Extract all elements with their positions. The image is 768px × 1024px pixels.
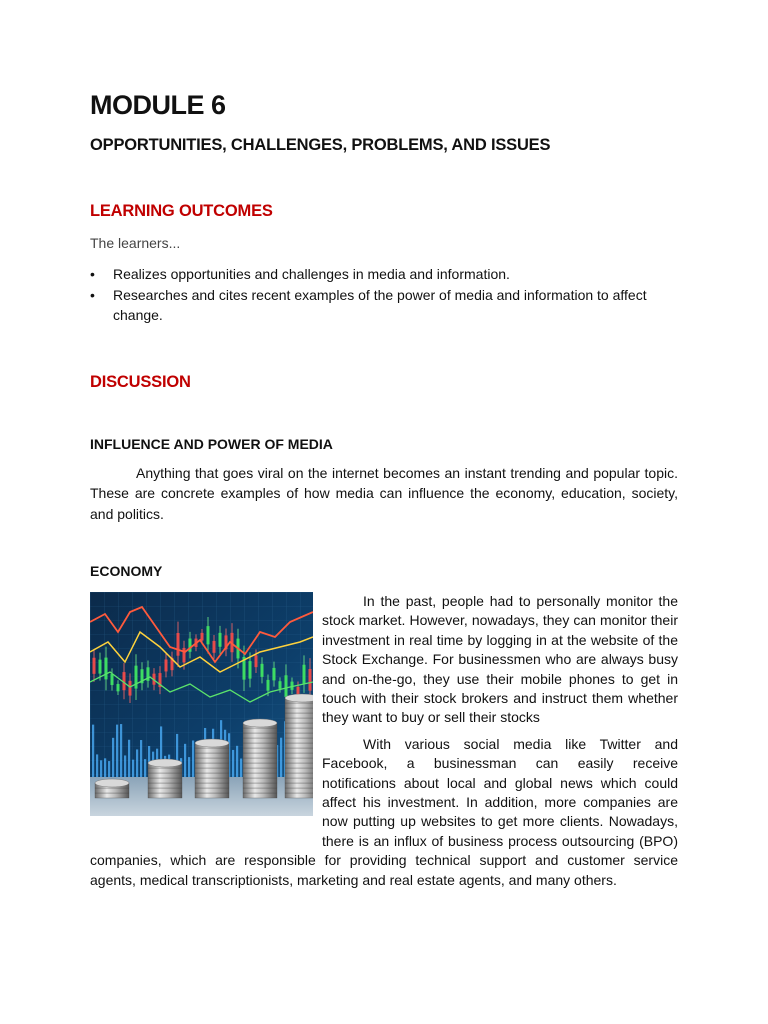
bullet-icon: • — [90, 266, 95, 282]
outcome-text: Researches and cites recent examples of the power of media and information to affect change. — [113, 286, 647, 323]
list-item — [90, 285, 678, 326]
economy-heading: ECONOMY — [90, 563, 163, 579]
list-item — [90, 264, 678, 285]
influence-heading: INFLUENCE AND POWER OF MEDIA — [90, 436, 333, 452]
economy-paragraph: In the past, people had to personally monitor the stock market. However, nowadays, they can monitor their investment in real time by logging in at the website of the Stock Exchange. For businessmen who are always busy and on-the-go, they use their mobile phones to get in touch with their stock brokers and instruct them whether they want to buy or sell their stocks — [322, 593, 678, 726]
learning-outcomes-heading: LEARNING OUTCOMES — [90, 202, 273, 220]
stock-market-coins-image — [90, 592, 313, 816]
discussion-heading: DISCUSSION — [90, 373, 191, 391]
economy-paragraph: With various social media like Twitter and Facebook, a businessman can easily receive notifications about local and global news which could affect his investment. In addition, more companies are now putting up websites to get more clients. Nowadays, there is an influx of business process outsourcing (BPO) companies, which are responsible for providing technical support and customer service agents, medical transcriptionists, marketing and real estate agents, and many others. — [90, 735, 678, 888]
module-title: MODULE 6 — [90, 90, 226, 120]
module-subtitle: OPPORTUNITIES, CHALLENGES, PROBLEMS, AND ISSUES — [90, 136, 551, 154]
bullet-icon: • — [90, 286, 95, 303]
outcomes-list — [90, 264, 678, 326]
learners-intro: The learners... — [90, 235, 181, 251]
outcome-text: Realizes opportunities and challenges in media and information. — [113, 266, 510, 282]
influence-paragraph: Anything that goes viral on the internet becomes an instant trending and popular topic. These are concrete examples of how media can influence the economy, education, society, and politics. — [90, 465, 678, 522]
